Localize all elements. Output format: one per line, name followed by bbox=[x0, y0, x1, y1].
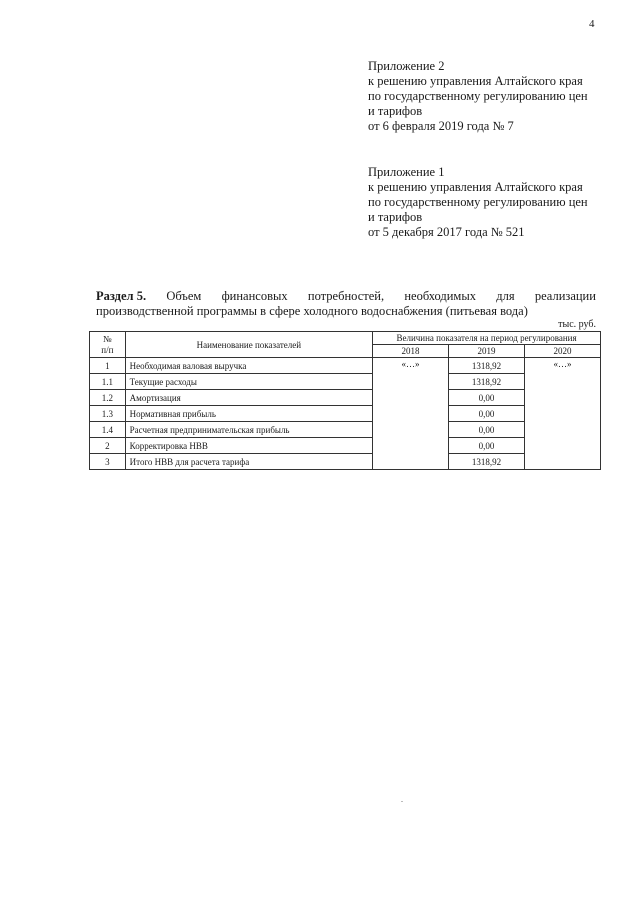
row-name: Амортизация bbox=[125, 390, 372, 406]
row-name: Расчетная предпринимательская прибыль bbox=[125, 422, 372, 438]
appendix-line: по государственному регулированию цен bbox=[368, 195, 588, 209]
page-number: 4 bbox=[589, 18, 595, 30]
table-row bbox=[90, 406, 601, 422]
cell-2019-value: 0,00 bbox=[448, 422, 524, 438]
row-number: 2 bbox=[90, 438, 126, 454]
row-name: Нормативная прибыль bbox=[125, 406, 372, 422]
cell-2019-value: 1318,92 bbox=[448, 374, 524, 390]
table-row bbox=[90, 438, 601, 454]
section-heading bbox=[96, 289, 596, 319]
row-number: 1.3 bbox=[90, 406, 126, 422]
section-title-word: реализации bbox=[534, 289, 596, 303]
section-heading-line-2: производственной программы в сфере холодного водоснабжения (питьевая вода) bbox=[96, 304, 528, 318]
financial-needs-table bbox=[89, 331, 601, 470]
appendix-title: Приложение 1 bbox=[368, 165, 445, 179]
col-header-period: Величина показателя на период регулирования bbox=[373, 332, 601, 345]
col-header-number bbox=[90, 332, 126, 358]
scan-speck bbox=[401, 801, 403, 802]
table-row bbox=[90, 454, 601, 470]
row-number: 3 bbox=[90, 454, 126, 470]
col-header-year: 2019 bbox=[448, 345, 524, 358]
row-name: Корректировка НВВ bbox=[125, 438, 372, 454]
row-number: 1.4 bbox=[90, 422, 126, 438]
col-header-year: 2020 bbox=[525, 345, 601, 358]
appendix-line: и тарифов bbox=[368, 104, 423, 118]
row-number: 1.2 bbox=[90, 390, 126, 406]
cell-2019-value: 0,00 bbox=[448, 438, 524, 454]
table-row bbox=[90, 390, 601, 406]
col-header-number-abbr: п/п bbox=[101, 344, 114, 355]
units-label: тыс. руб. bbox=[558, 319, 596, 330]
table-header-row bbox=[90, 332, 601, 345]
section-title-word: для bbox=[496, 289, 515, 303]
section-heading-line-1 bbox=[96, 289, 596, 304]
section-title-word: Объем bbox=[166, 289, 202, 303]
col-header-year: 2018 bbox=[373, 345, 449, 358]
row-name: Необходимая валовая выручка bbox=[125, 358, 372, 374]
cell-2019-value: 0,00 bbox=[448, 406, 524, 422]
table-row bbox=[90, 358, 601, 374]
appendix-1-header bbox=[368, 165, 628, 240]
appendix-date: от 5 декабря 2017 года № 521 bbox=[368, 225, 525, 239]
appendix-title: Приложение 2 bbox=[368, 59, 445, 73]
table-row bbox=[90, 422, 601, 438]
cell-2020-placeholder: «…» bbox=[525, 358, 601, 470]
row-name: Текущие расходы bbox=[125, 374, 372, 390]
appendix-date: от 6 февраля 2019 года № 7 bbox=[368, 119, 514, 133]
section-title-word: финансовых bbox=[221, 289, 288, 303]
row-number: 1.1 bbox=[90, 374, 126, 390]
section-label: Раздел 5. bbox=[96, 289, 147, 303]
cell-2019-value: 0,00 bbox=[448, 390, 524, 406]
row-number: 1 bbox=[90, 358, 126, 374]
cell-2019-value: 1318,92 bbox=[448, 358, 524, 374]
cell-2019-value: 1318,92 bbox=[448, 454, 524, 470]
appendix-line: по государственному регулированию цен bbox=[368, 89, 588, 103]
section-title-word: потребностей, bbox=[307, 289, 385, 303]
col-header-number-symbol: № bbox=[103, 333, 112, 344]
col-header-name: Наименование показателей bbox=[125, 332, 372, 358]
appendix-line: и тарифов bbox=[368, 210, 423, 224]
section-title-word: необходимых bbox=[404, 289, 476, 303]
appendix-line: к решению управления Алтайского края bbox=[368, 180, 583, 194]
appendix-2-header bbox=[368, 59, 628, 134]
cell-2018-placeholder: «…» bbox=[373, 358, 449, 470]
table-row bbox=[90, 374, 601, 390]
row-name: Итого НВВ для расчета тарифа bbox=[125, 454, 372, 470]
appendix-line: к решению управления Алтайского края bbox=[368, 74, 583, 88]
